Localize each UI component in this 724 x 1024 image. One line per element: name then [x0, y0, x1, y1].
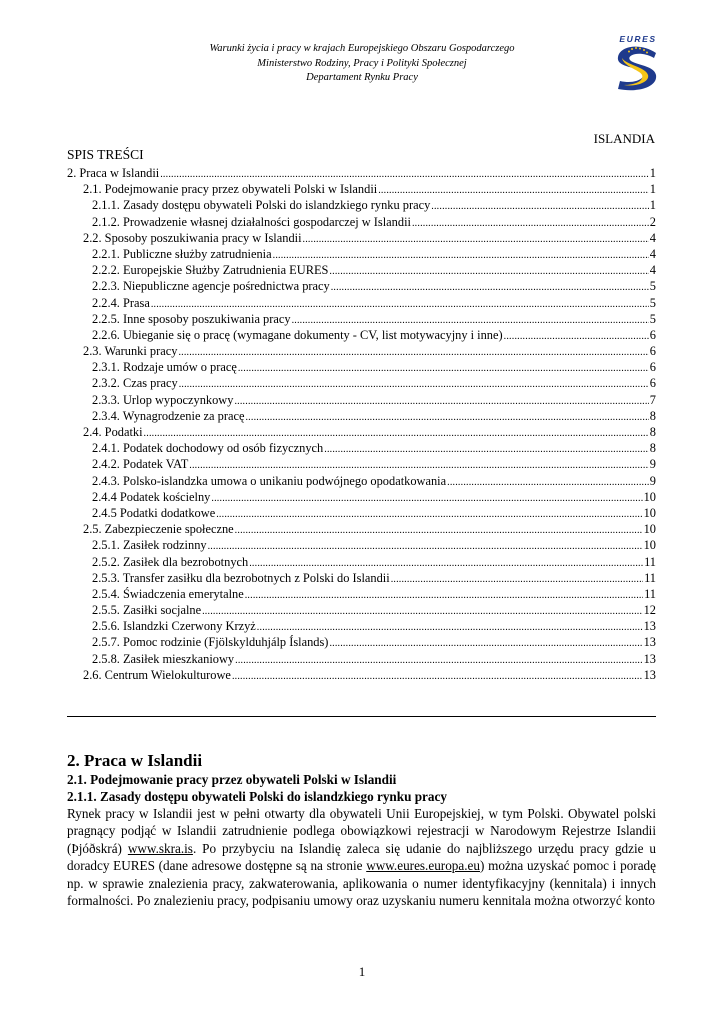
toc-entry-title: 2. Praca w Islandii: [67, 166, 160, 180]
header-line-1: Warunki życia i pracy w krajach Europejskiego Obszaru Gospodarczego: [209, 43, 515, 54]
toc-entry-page: 8: [649, 441, 656, 456]
eures-logo-text: EURES: [619, 34, 657, 44]
toc-entry[interactable]: [67, 651, 656, 667]
toc-entry-title: 2.3.3. Urlop wypoczynkowy: [92, 392, 234, 407]
toc-leader-dots: [235, 653, 642, 669]
toc-entry[interactable]: [67, 408, 656, 424]
toc-entry[interactable]: [67, 327, 656, 343]
toc-entry-title: 2.6. Centrum Wielokulturowe: [83, 667, 231, 682]
toc-entry-page: 1: [649, 182, 656, 197]
toc-leader-dots: [504, 329, 649, 345]
toc-leader-dots: [179, 377, 649, 393]
toc-entry[interactable]: [67, 230, 656, 246]
toc-entry[interactable]: [67, 278, 656, 294]
toc-entry[interactable]: [67, 214, 656, 230]
toc-entry[interactable]: [67, 602, 656, 618]
section-heading-1: 2. Praca w Islandii: [67, 751, 203, 770]
toc-entry-title: 2.5.8. Zasiłek mieszkaniowy: [92, 651, 235, 666]
toc-entry-title: 2.2.6. Ubieganie się o pracę (wymagane dokumenty - CV, list motywacyjny i inne): [92, 327, 503, 342]
document-header: [150, 42, 574, 86]
toc-entry-page: 11: [644, 586, 656, 601]
toc-entry-page: 6: [649, 360, 656, 375]
paragraph-text-2: . Po przybyciu na Islandię zaleca się udanie do najbliższego urzędu pracy gdzie u doradcy EURES (dane adresowe dostępne są na stronie: [67, 840, 656, 874]
link-skra[interactable]: www.skra.is: [127, 840, 193, 856]
toc-entry-title: 2.3.1. Rodzaje umów o pracę: [92, 360, 237, 375]
toc-leader-dots: [216, 507, 642, 523]
toc-entry-page: 8: [649, 425, 656, 439]
toc-entry-title: 2.2. Sposoby poszukiwania pracy w Islandii: [83, 230, 302, 245]
toc-leader-dots: [329, 264, 648, 280]
table-of-contents: [67, 165, 656, 683]
toc-entry[interactable]: [67, 165, 656, 181]
country-label: ISLANDIA: [593, 131, 655, 146]
toc-entry-title: 2.4.5 Podatki dodatkowe: [92, 505, 216, 520]
toc-leader-dots: [431, 199, 649, 215]
toc-leader-dots: [245, 410, 648, 426]
section-heading-3: 2.1.1. Zasady dostępu obywateli Polski do islandzkiego rynku pracy: [67, 789, 447, 804]
toc-entry[interactable]: [67, 375, 656, 391]
toc-entry-page: 4: [649, 230, 656, 245]
toc-entry-title: 2.1. Podejmowanie pracy przez obywateli Polski w Islandii: [83, 182, 378, 197]
toc-entry-title: 2.2.5. Inne sposoby poszukiwania pracy: [92, 311, 291, 326]
page-number: 1: [358, 964, 366, 979]
toc-entry[interactable]: [67, 505, 656, 521]
toc-leader-dots: [331, 280, 649, 296]
toc-entry-title: 2.2.2. Europejskie Służby Zatrudnienia EURES: [92, 263, 329, 278]
paragraph-text-3: ) można uzyskać pomoc i poradę np. w sprawie znalezienia pracy, zakwaterowania, aplikowania o numer identyfikacyjny (kennitala) i innych formalności. Po znalezieniu pracy, podpisaniu umowy oraz uzyskaniu numeru kennitala można otworzyć konto: [67, 858, 656, 909]
toc-entry-page: 5: [649, 295, 656, 310]
toc-entry[interactable]: [67, 667, 656, 683]
toc-entry-title: 2.3. Warunki pracy: [83, 344, 178, 359]
toc-entry[interactable]: [67, 634, 656, 650]
toc-entry[interactable]: [67, 521, 656, 537]
toc-entry-title: 2.5.7. Pomoc rodzinie (Fjölskylduhjálp Íslands): [92, 635, 329, 650]
toc-leader-dots: [303, 232, 649, 248]
toc-entry-title: 2.5.2. Zasiłek dla bezrobotnych: [92, 554, 249, 569]
toc-entry-page: 13: [643, 667, 656, 682]
toc-entry-title: 2.2.3. Niepubliczne agencje pośrednictwa pracy: [92, 279, 330, 294]
toc-leader-dots: [391, 572, 643, 588]
toc-leader-dots: [235, 523, 643, 539]
toc-entry-page: 4: [649, 263, 656, 278]
toc-leader-dots: [178, 345, 648, 361]
toc-title: SPIS TREŚCI: [67, 147, 144, 162]
toc-entry-page: 1: [649, 166, 656, 180]
body-paragraph: [67, 805, 656, 909]
toc-leader-dots: [412, 216, 649, 232]
toc-entry-title: 2.2.4. Prasa: [92, 295, 150, 310]
paragraph-text-1: Rynek pracy w Islandii jest w pełni otwarty dla obywateli Unii Europejskiej, w tym Polski. Obywatel polski pragnący podjąć w Islandii zatrudnienie podlega obowiązkowi rejestracji w Narodowym Rejestrze Islandii (Þjóðskrá): [67, 806, 656, 856]
toc-entry[interactable]: [67, 570, 656, 586]
toc-leader-dots: [208, 539, 643, 555]
toc-entry[interactable]: [67, 537, 656, 553]
toc-entry-page: 6: [649, 376, 656, 391]
toc-entry[interactable]: [67, 440, 656, 456]
header-line-3: Departament Rynku Pracy: [306, 72, 418, 83]
toc-entry[interactable]: [67, 262, 656, 278]
toc-entry[interactable]: [67, 473, 656, 489]
toc-entry-title: 2.3.2. Czas pracy: [92, 376, 178, 391]
toc-entry-title: 2.3.4. Wynagrodzenie za pracę: [92, 408, 245, 423]
toc-entry-page: 10: [643, 489, 656, 504]
toc-leader-dots: [211, 491, 642, 507]
toc-entry[interactable]: [67, 586, 656, 602]
toc-entry[interactable]: [67, 343, 656, 359]
toc-entry[interactable]: [67, 554, 656, 570]
toc-entry-title: 2.5.3. Transfer zasiłku dla bezrobotnych z Polski do Islandii: [92, 570, 390, 585]
toc-entry-title: 2.4. Podatki: [83, 425, 143, 439]
toc-entry-title: 2.5.1. Zasiłek rodzinny: [92, 538, 207, 553]
toc-entry[interactable]: [67, 359, 656, 375]
toc-leader-dots: [273, 248, 649, 264]
eures-logo: [612, 33, 662, 93]
toc-entry-title: 2.4.4 Podatek kościelny: [92, 489, 211, 504]
toc-entry-title: 2.4.3. Polsko-islandzka umowa o unikaniu podwójnego opodatkowania: [92, 473, 447, 488]
toc-entry-page: 10: [643, 522, 656, 537]
section-heading-2: 2.1. Podejmowanie pracy przez obywateli Polski w Islandii: [67, 772, 397, 787]
toc-entry-page: 11: [644, 570, 656, 585]
toc-entry-page: 8: [649, 408, 656, 423]
toc-entry[interactable]: [67, 424, 656, 440]
toc-leader-dots: [202, 604, 643, 620]
toc-entry-page: 11: [644, 554, 656, 569]
toc-entry[interactable]: [67, 392, 656, 408]
toc-entry-title: 2.5.6. Islandzki Czerwony Krzyż: [92, 619, 256, 634]
toc-entry-page: 9: [649, 457, 656, 472]
toc-entry[interactable]: [67, 311, 656, 327]
toc-entry-page: 6: [649, 327, 656, 342]
toc-entry-page: 5: [649, 311, 656, 326]
toc-leader-dots: [324, 442, 649, 458]
toc-entry-page: 9: [649, 473, 656, 488]
toc-leader-dots: [447, 475, 649, 491]
link-eures[interactable]: www.eures.europa.eu: [366, 858, 480, 874]
toc-entry[interactable]: [67, 295, 656, 311]
toc-entry-page: 10: [643, 505, 656, 520]
toc-entry-page: 10: [643, 538, 656, 553]
toc-entry-title: 2.5. Zabezpieczenie społeczne: [83, 522, 234, 537]
toc-entry-title: 2.5.5. Zasiłki socjalne: [92, 603, 202, 618]
toc-entry-title: 2.1.2. Prowadzenie własnej działalności gospodarczej w Islandii: [92, 214, 411, 229]
toc-entry[interactable]: [67, 489, 656, 505]
toc-leader-dots: [238, 361, 649, 377]
toc-entry-title: 2.4.2. Podatek VAT: [92, 457, 189, 472]
toc-entry[interactable]: [67, 246, 656, 262]
toc-entry-title: 2.2.1. Publiczne służby zatrudnienia: [92, 246, 272, 261]
toc-entry-title: 2.4.1. Podatek dochodowy od osób fizycznych: [92, 441, 324, 456]
toc-entry-page: 12: [643, 603, 656, 618]
toc-entry-page: 6: [649, 344, 656, 359]
toc-entry-page: 13: [643, 651, 656, 666]
toc-entry-page: 5: [649, 279, 656, 294]
toc-entry[interactable]: [67, 456, 656, 472]
toc-entry-page: 2: [649, 214, 656, 229]
header-line-2: Ministerstwo Rodziny, Pracy i Polityki Społecznej: [257, 57, 467, 69]
divider: [67, 716, 656, 717]
toc-entry-page: 1: [649, 198, 656, 213]
toc-entry-page: 7: [649, 392, 656, 407]
toc-leader-dots: [232, 669, 643, 685]
toc-entry[interactable]: [67, 181, 656, 197]
toc-leader-dots: [234, 394, 648, 410]
toc-entry[interactable]: [67, 197, 656, 213]
toc-entry-title: 2.5.4. Świadczenia emerytalne: [92, 586, 244, 601]
toc-leader-dots: [245, 588, 643, 604]
toc-entry-page: 13: [643, 619, 656, 634]
toc-entry[interactable]: [67, 618, 656, 634]
toc-entry-title: 2.1.1. Zasady dostępu obywateli Polski do islandzkiego rynku pracy: [92, 198, 431, 213]
toc-leader-dots: [329, 636, 642, 652]
toc-entry-page: 4: [649, 246, 656, 261]
toc-entry-page: 13: [643, 635, 656, 650]
